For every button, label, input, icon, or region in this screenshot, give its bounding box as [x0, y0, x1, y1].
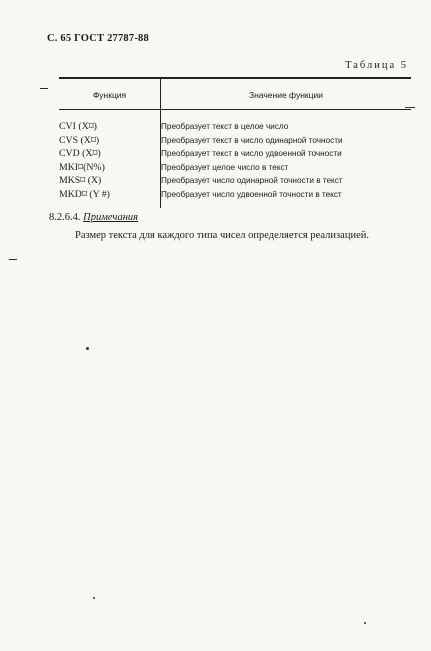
meaning-cell: Преобразует число одинарной точности в текст	[161, 176, 343, 186]
scan-artifact	[405, 107, 415, 108]
scan-artifact	[40, 88, 48, 89]
meaning-cell: Преобразует текст в число одинарной точности	[161, 135, 343, 145]
scan-speck	[93, 597, 95, 599]
table-row	[59, 175, 411, 189]
section-title: Примечания	[83, 212, 139, 223]
meaning-cell: Преобразует текст в целое число	[161, 122, 289, 131]
column-header-function: Функция	[92, 90, 127, 100]
table-header-rule	[59, 109, 411, 110]
function-cell: MKD⌑ (Y #)	[59, 188, 110, 200]
meaning-cell: Преобразует целое число в текст	[161, 162, 289, 172]
section-number: 8.2.6.4.	[49, 212, 81, 223]
table-caption: Таблица 5	[345, 60, 408, 71]
table-top-rule	[59, 77, 411, 79]
note-paragraph: Размер текста для каждого типа чисел определяется реализацией.	[75, 230, 369, 241]
function-cell: CVD (X⌑)	[59, 148, 101, 160]
column-header-meaning: Значение функции	[249, 90, 323, 100]
table-row	[59, 121, 411, 135]
function-cell: MKS⌑ (X)	[59, 175, 102, 187]
meaning-cell: Преобразует число удвоенной точности в текст	[161, 189, 342, 199]
table-row	[59, 148, 411, 162]
table-row	[59, 162, 411, 176]
section-heading	[49, 212, 138, 223]
function-cell: MKI⌑(N%)	[59, 161, 105, 173]
table-row	[59, 135, 411, 149]
scan-speck	[364, 622, 366, 624]
table-body	[59, 121, 411, 203]
function-cell: CVI (X⌑)	[59, 121, 97, 132]
scan-speck	[86, 347, 89, 350]
meaning-cell: Преобразует текст в число удвоенной точности	[161, 149, 342, 159]
function-cell: CVS (X⌑)	[59, 134, 100, 146]
table-row	[59, 189, 411, 203]
page-header: С. 65 ГОСТ 27787-88	[47, 33, 149, 44]
scan-artifact	[9, 259, 17, 260]
